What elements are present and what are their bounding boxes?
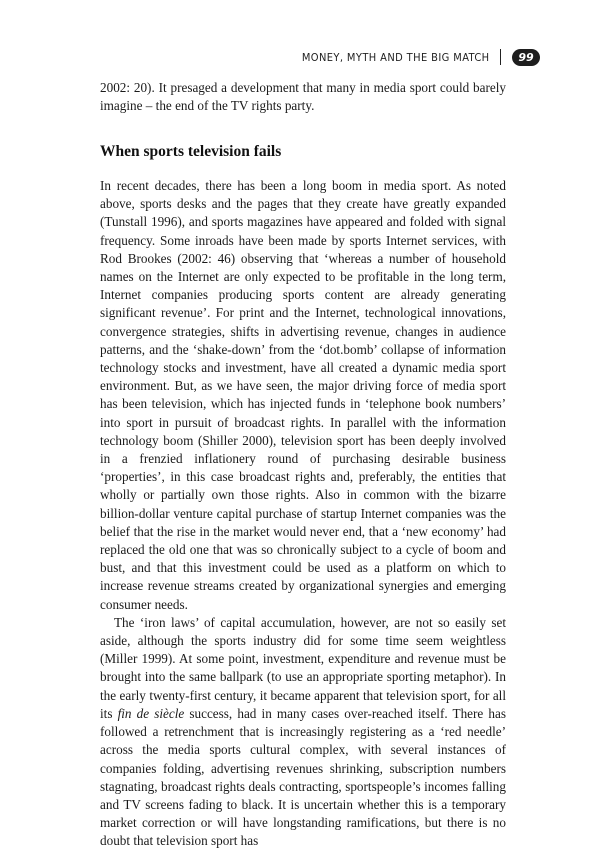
body-paragraph-2 [100, 614, 506, 851]
running-head [302, 47, 540, 67]
page-number: 99 [512, 49, 540, 66]
italic-phrase: fin de siècle [117, 705, 185, 721]
opening-paragraph-block [100, 79, 506, 115]
section-heading: When sports television fails [100, 143, 282, 160]
paragraph-2-text-start: The ‘iron laws’ of capital accumulation, however, are not so easily set aside, although the sports industry did for some time seem weightless (Miller 1999). At some point, investment, expenditure and revenue must be brought into the same ballpark (to use an appropriate sporting metaphor). In the early twenty-first century, it became apparent that television sport, for all its [100, 614, 506, 721]
section-body [100, 177, 506, 851]
body-paragraph-1: In recent decades, there has been a long boom in media sport. As noted above, sports desks and the pages that they create have greatly expanded (Tunstall 1996), and sports magazines have appeared and folded with signal frequency. Some inroads have been made by sports Internet services, with Rod Brookes (2002: 46) observing that ‘whereas a number of household names on the Internet are only expected to be profitable in the long term, Internet companies producing sports content are already generating significant revenue’. For print and the Internet, technological innovations, convergence strategies, shifts in advertising revenue, changes in audience patterns, and the ‘shake-down’ from the ‘dot.bomb’ collapse of information technology stocks and investment, have all created a dynamic media sport environment. But, as we have seen, the major driving force of media sport has been television, which has injected funds in ‘telephone book numbers’ into sport in pursuit of broadcast rights. In parallel with the information technology boom (Shiller 2000), television sport has been deeply involved in a frenzied inflationery round of purchasing desirable business ‘properties’, in this case broadcast rights and, preferably, the entities that wholly or partially own those rights. Also in common with the bizarre billion-dollar venture capital purchase of startup Internet companies was the belief that the rise in the market would never end, that a ‘new economy’ had replaced the old one that was so chronically subject to a cycle of boom and bust, and that this investment could be used as a platform on which to increase revenue streams created by organizational synergies and emerging consumer needs. [100, 178, 506, 612]
opening-paragraph: 2002: 20). It presaged a development that many in media sport could barely imagine – the end of the TV rights party. [100, 80, 506, 114]
paragraph-2-text-end: success, had in many cases over-reached itself. There has followed a retrenchment that is increasingly registering as a ‘red needle’ across the media sports cultural complex, with several instances of companies folding, advertising revenues shrinking, subscription numbers stagnating, broadcast rights deals contracting, sportspeople’s incomes falling and TV screens fading to black. It is uncertain whether this is a temporary market correction or will have longstanding ramifications, but there is no doubt that television sport has [100, 705, 506, 849]
header-divider [500, 49, 502, 65]
running-title: MONEY, MYTH AND THE BIG MATCH [301, 50, 490, 64]
